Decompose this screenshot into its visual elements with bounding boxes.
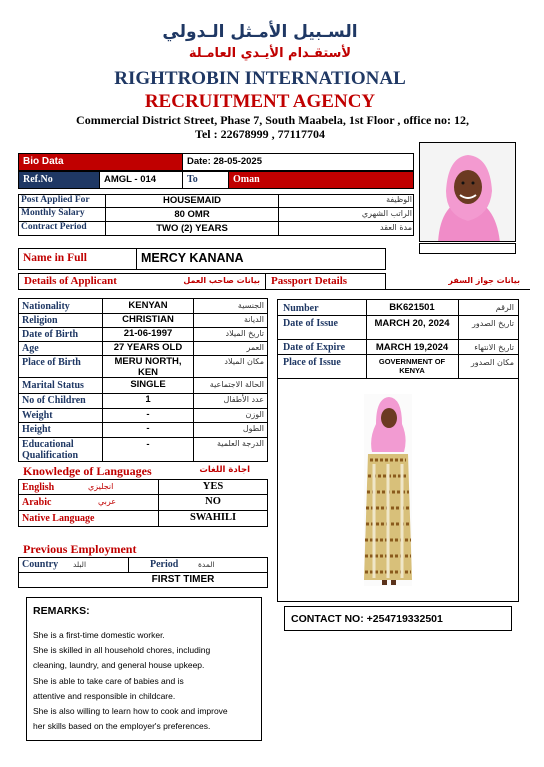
name-label: Name in Full <box>18 248 137 270</box>
place-of-birth-label: Place of Birth <box>22 357 81 368</box>
period-ar: المدة <box>198 560 215 569</box>
expiry-date-ar: تاريخ الانتهاء <box>474 343 514 352</box>
contract-period-label: Contract Period <box>21 222 87 232</box>
languages-title-ar: اجادة اللغات <box>199 465 250 475</box>
education-ar: الدرجة العلمية <box>217 439 264 448</box>
ref-no-label: Ref.No <box>18 171 100 189</box>
company-address: Commercial District Street, Phase 7, South Maabela, 1st Floor , office no: 12, <box>76 113 469 127</box>
post-applied-label: Post Applied For <box>21 195 90 205</box>
remarks-box <box>26 597 262 741</box>
arabic-ar: عربي <box>98 497 117 506</box>
agency-title: RECRUITMENT AGENCY <box>144 91 376 112</box>
height-label: Height <box>22 424 51 435</box>
nationality-label: Nationality <box>22 301 70 312</box>
post-applied-value: HOUSEMAID <box>162 195 222 206</box>
remarks-line-6: She is also willing to learn how to cook and improve <box>33 706 228 716</box>
native-language-label: Native Language <box>22 513 95 524</box>
expiry-date-value: MARCH 19,2024 <box>375 342 449 353</box>
weight-label: Weight <box>22 410 53 421</box>
issue-date-label: Date of Issue <box>283 318 338 329</box>
post-applied-ar: الوظيفة <box>386 195 412 204</box>
name-value: MERCY KANANA <box>136 248 386 270</box>
company-phones: Tel : 22678999 , 77117704 <box>195 127 325 141</box>
passport-number-label: Number <box>283 303 319 314</box>
to-value: Oman <box>228 171 414 189</box>
to-label: To <box>182 171 229 189</box>
passport-number-ar: الرقم <box>495 303 514 312</box>
weight-ar: الوزن <box>245 410 264 419</box>
dob-label: Date of Birth <box>22 329 79 340</box>
languages-table <box>18 479 268 527</box>
arabic-label: Arabic <box>22 497 52 508</box>
job-table <box>18 194 414 236</box>
period-label: Period <box>150 559 179 570</box>
arabic-company-subtitle: لأستقـدام الأيـدي العامـلة <box>188 46 352 61</box>
place-of-issue-label: Place of Issue <box>283 357 341 368</box>
weight-value: - <box>146 409 150 420</box>
place-of-issue-value: GOVERNMENT OF KENYA <box>378 357 446 375</box>
monthly-salary-value: 80 OMR <box>174 209 210 220</box>
country-label: Country <box>22 559 59 570</box>
contract-period-ar: مدة العقد <box>380 223 412 232</box>
passport-number-value: BK621501 <box>389 302 435 313</box>
bio-data-title: Bio Data <box>18 153 183 171</box>
nationality-value: KENYAN <box>128 300 168 311</box>
children-value: 1 <box>145 394 151 405</box>
company-name: RIGHTROBIN INTERNATIONAL <box>114 68 406 89</box>
remarks-line-1: She is a first-time domestic worker. <box>33 630 165 640</box>
place-of-birth-value: MERU NORTH, KEN <box>114 356 182 378</box>
children-label: No of Children <box>22 395 86 406</box>
nationality-ar: الجنسية <box>237 301 264 310</box>
remarks-line-2: She is skilled in all household chores, including <box>33 645 211 655</box>
contact-number: CONTACT NO: +254719332501 <box>284 606 512 631</box>
marital-status-value: SINGLE <box>130 379 166 390</box>
languages-title: Knowledge of Languages <box>23 464 152 478</box>
remarks-line-3: cleaning, laundry, and general house upkeep. <box>33 660 205 670</box>
education-label: Educational Qualification <box>22 439 79 461</box>
marital-status-ar: الحالة الاجتماعية <box>209 380 264 389</box>
religion-ar: الديانة <box>243 315 264 324</box>
details-ar: بيانات صاحب العمل <box>183 276 260 285</box>
age-label: Age <box>22 343 39 354</box>
bio-date: Date: 28-05-2025 <box>182 153 414 171</box>
issue-date-value: MARCH 20, 2024 <box>374 318 450 329</box>
marital-status-label: Marital Status <box>22 380 84 391</box>
remarks-line-4: She is able to take care of babies and is <box>33 676 184 686</box>
monthly-salary-label: Monthly Salary <box>21 208 85 218</box>
children-ar: عدد الأطفال <box>223 395 264 404</box>
dob-ar: تاريخ الميلاد <box>225 329 264 338</box>
employment-title: Previous Employment <box>23 542 137 556</box>
passport-table <box>277 299 519 602</box>
contract-period-value: TWO (2) YEARS <box>156 223 228 234</box>
remarks-title: REMARKS: <box>33 605 90 617</box>
height-value: - <box>146 423 150 434</box>
arabic-company-name: السـبيل الأمـثل الـدولي <box>162 22 358 42</box>
age-ar: العمر <box>246 343 264 352</box>
remarks-line-7: her skills based on the employer's preferences. <box>33 721 211 731</box>
employment-value: FIRST TIMER <box>151 574 215 585</box>
monthly-salary-ar: الراتب الشهري <box>361 209 412 218</box>
height-ar: الطول <box>242 424 264 433</box>
applicant-photo-small <box>419 142 516 242</box>
country-ar: البلد <box>73 560 87 569</box>
religion-label: Religion <box>22 315 58 326</box>
applicant-photo-full <box>364 394 412 586</box>
religion-value: CHRISTIAN <box>122 314 174 325</box>
ref-no-value: AMGL - 014 <box>99 171 183 189</box>
dob-value: 21-06-1997 <box>123 328 173 339</box>
place-of-issue-ar: مكان الصدور <box>470 358 514 367</box>
passport-label: Passport Details <box>271 275 348 287</box>
expiry-date-label: Date of Expire <box>283 342 346 353</box>
employment-table <box>18 557 268 588</box>
photo-caption-box <box>419 243 516 254</box>
english-value: YES <box>202 481 224 492</box>
education-value: - <box>146 439 150 450</box>
issue-date-ar: تاريخ الصدور <box>472 319 514 328</box>
remarks-line-5: attentive and responsible in childcare. <box>33 691 176 701</box>
details-label: Details of Applicant <box>24 275 117 287</box>
place-of-birth-ar: مكان الميلاد <box>224 357 264 366</box>
passport-ar: بيانات جواز السفر <box>448 276 520 285</box>
native-language-value: SWAHILI <box>189 512 237 523</box>
personal-table <box>18 298 268 462</box>
age-value: 27 YEARS OLD <box>113 342 183 353</box>
english-ar: انجليزي <box>88 482 114 491</box>
english-label: English <box>22 482 55 493</box>
arabic-value: NO <box>205 496 221 507</box>
